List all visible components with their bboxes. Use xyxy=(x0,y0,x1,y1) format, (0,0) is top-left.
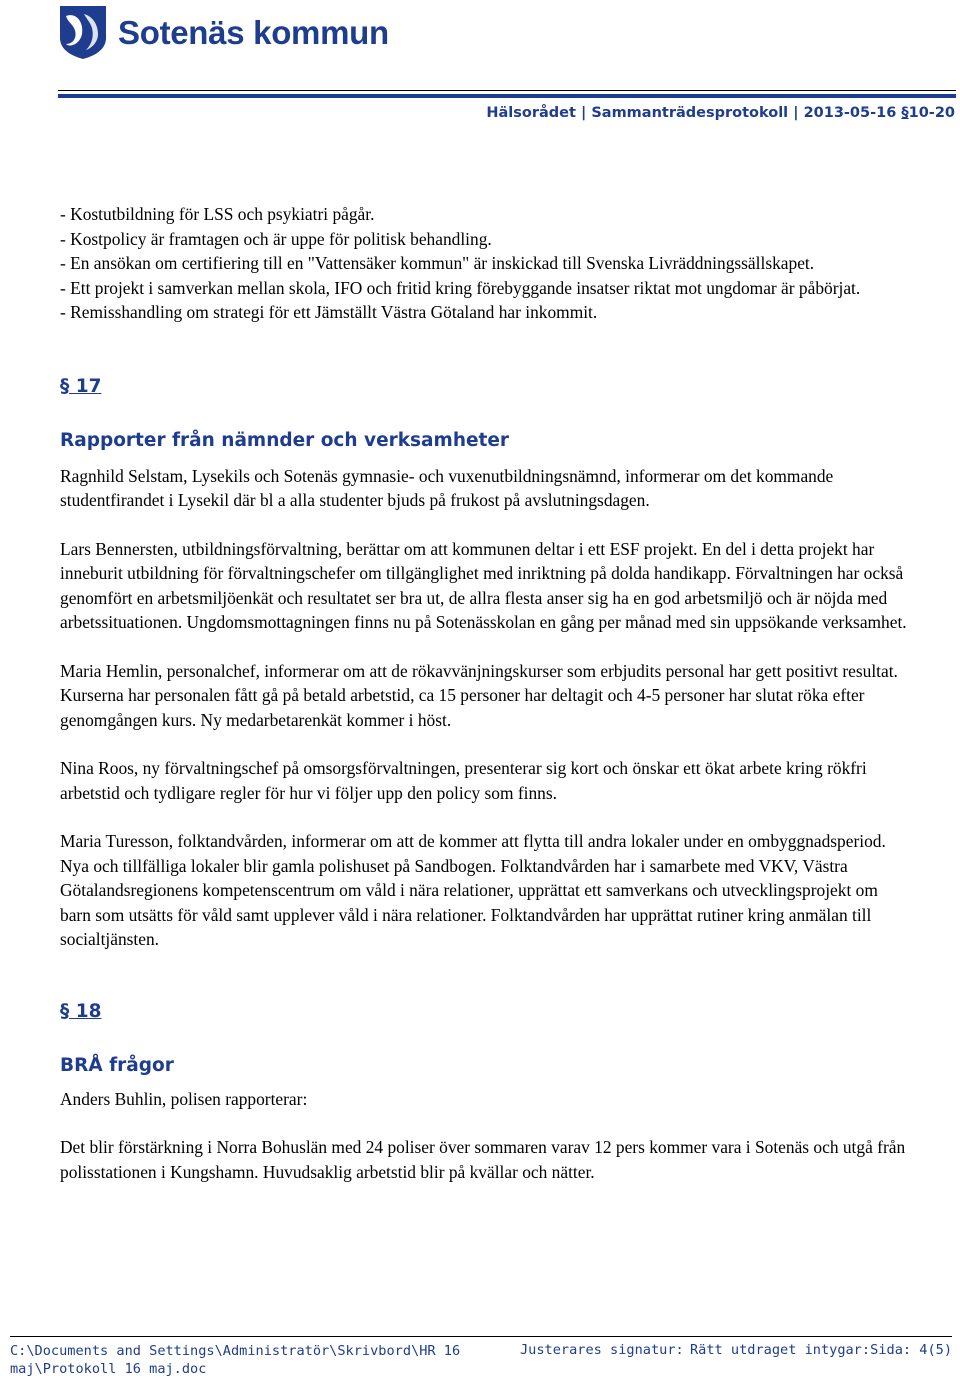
list-item: - Kostutbildning för LSS och psykiatri pågår. xyxy=(60,204,375,224)
document-body xyxy=(60,202,910,1184)
header-section-range: 10-20 xyxy=(908,105,955,121)
list-item: - Kostpolicy är framtagen och är uppe för politisk behandling. xyxy=(60,228,492,249)
header-date: 2013-05-16 xyxy=(803,105,897,121)
signature-label: Justerares signatur: xyxy=(520,1342,684,1358)
section-title: BRÅ frågor xyxy=(60,1055,174,1076)
section-number: § 17 xyxy=(60,375,102,397)
section-title: Rapporter från nämnder och verksamheter xyxy=(60,430,510,451)
file-path: C:\Documents and Settings\Administratör\Skrivbord\HR 16 maj\Protokoll 16 maj.doc xyxy=(10,1343,461,1377)
header-rule xyxy=(58,90,956,91)
section-number: § 18 xyxy=(60,1000,102,1022)
header-separator: | xyxy=(575,105,592,121)
paragraph: Maria Turesson, folktandvården, informerar om att de kommer att flytta till andra lokaler under en ombyggnadsperiod. Nya och tillfälliga lokaler blir gamla polishuset på Sandbogen. Folktandvården har i samarbete med VKV, Västra Götalandsregionens kompetenscentrum om våld i nära relationer, upprättat ett samverkans och utvecklingsprojekt om barn som utsätts för våld samt upplever våld i nära relationer. Folktandvården har upprättat rutiner kring anmälan till socialtjänsten. xyxy=(60,831,886,949)
bullet-list xyxy=(60,202,910,325)
header-rule-accent xyxy=(58,94,956,98)
attest-label: Rätt utdraget intygar: xyxy=(690,1342,871,1358)
paragraph: Nina Roos, ny förvaltningschef på omsorgsförvaltningen, presenterar sig kort och önskar ett ökat arbete kring rökfri arbetstid och tydligare regler för hur vi följer upp den policy som finns. xyxy=(60,758,867,803)
paragraph: Maria Hemlin, personalchef, informerar om att de rökavvänjningskurser som erbjudits personal har gett positivt resultat. Kurserna har personalen fått gå på betald arbetstid, ca 15 personer har deltagit och 4-5 personer har slutat röka efter genomgången kurs. Ny medarbetarenkät kommer i höst. xyxy=(60,660,898,730)
header-section-sign: § xyxy=(901,105,909,121)
list-item: - Remisshandling om strategi för ett Jämställt Västra Götaland har inkommit. xyxy=(60,302,598,322)
header-doc-type: Sammanträdesprotokoll xyxy=(591,105,789,121)
list-item: - Ett projekt i samverkan mellan skola, IFO och fritid kring förebyggande insatser riktat mot ungdomar är påbörjat. xyxy=(60,277,861,298)
paragraph: Lars Bennersten, utbildningsförvaltning, berättar om att kommunen deltar i ett ESF projekt. En del i detta projekt har inneburit utbildning för förvaltningschefer om tillgänglighet med inriktning på dolda handikapp. Förvaltningen har också genomfört en arbetsmiljöenkät och resultatet ser bra ut, de allra flesta anser sig ha en god arbetsmiljö och är nöjda med arbetssituationen. Ungdomsmottagningen finns nu på Sotenässkolan en gång per månad med sin uppsökande verksamhet. xyxy=(60,538,907,632)
page-number: Sida: 4(5) xyxy=(870,1342,952,1358)
list-item: - En ansökan om certifiering till en "Vattensäker kommun" är inskickad till Svenska Livräddningssällskapet. xyxy=(60,253,815,273)
section-17 xyxy=(60,375,910,952)
section-18 xyxy=(60,1000,910,1185)
header-separator: | xyxy=(788,105,804,121)
header-committee: Hälsorådet xyxy=(486,105,576,121)
document-header-title xyxy=(486,105,955,121)
paragraph: Ragnhild Selstam, Lysekils och Sotenäs gymnasie- och vuxenutbildningsnämnd, informerar om det kommande studentfirandet i Lysekil där bl a alla studenter bjuds på frukost på avslutningsdagen. xyxy=(60,465,834,510)
logo-text: Sotenäs kommun xyxy=(118,13,389,51)
logo xyxy=(58,4,389,60)
paragraph: Anders Buhlin, polisen rapporterar: xyxy=(60,1088,308,1109)
paragraph: Det blir förstärkning i Norra Bohuslän med 24 poliser över sommaren varav 12 pers kommer vara i Sotenäs och utgå från polisstationen i Kungshamn. Huvudsaklig arbetstid blir på kvällar och nätter. xyxy=(60,1137,906,1182)
municipality-crest-icon xyxy=(58,4,108,60)
document-footer xyxy=(10,1336,952,1377)
